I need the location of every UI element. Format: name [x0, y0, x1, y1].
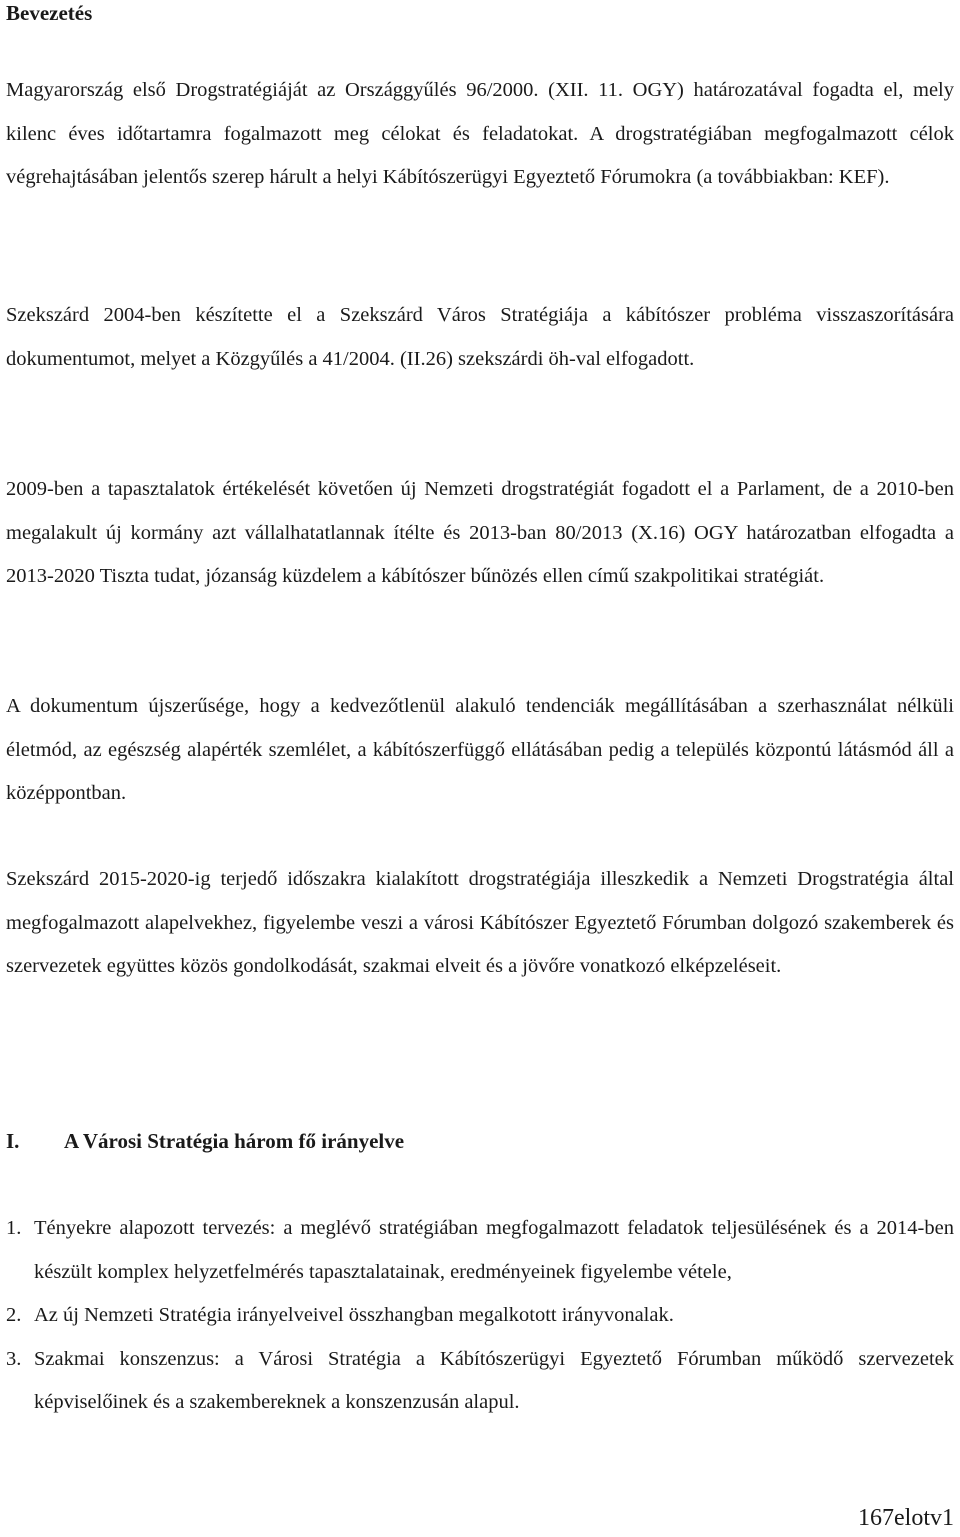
paragraph-first-drug-strategy: Magyarország első Drogstratégiáját az Országgyűlés 96/2000. (XII. 11. OGY) határozatával fogadta el, mely kilenc éves időtartamra fogalmazott meg célokat és feladatokat. A drogstratégiában megfogalmazott célok végrehajtásában jelentős szerep hárult a helyi Kábítószerügyi Egyeztető Fórumokra (a továbbiakban: KEF).: [6, 79, 954, 188]
section-heading: [6, 1126, 404, 1156]
page-number: 167elotv1: [858, 1505, 954, 1531]
list-item-number: 1.: [6, 1217, 22, 1239]
list-item: [6, 1207, 954, 1294]
paragraph-national-strategy-2013: 2009-ben a tapasztalatok értékelését követően új Nemzeti drogstratégiát fogadott el a Parlament, de a 2010-ben megalakult új kormány azt vállalhatatlannak ítélte és 2013-ban 80/2013 (X.16) OGY határozatban elfogadta a 2013-2020 Tiszta tudat, józanság küzdelem a kábítószer bűnözés ellen című szakpolitikai stratégiát.: [6, 478, 954, 587]
list-item-text: Az új Nemzeti Stratégia irányelveivel összhangban megalkotott irányvonalak.: [34, 1304, 674, 1326]
paragraph-szekszard-2015-2020: Szekszárd 2015-2020-ig terjedő időszakra kialakított drogstratégiája illeszkedik a Nemzeti Drogstratégia által megfogalmazott alapelvekhez, figyelembe veszi a városi Kábítószer Egyeztető Fórumban dolgozó szakemberek és szervezetek együttes közös gondolkodását, szakmai elveit és a jövőre vonatkozó elképzeléseit.: [6, 868, 954, 977]
section-title: A Városi Stratégia három fő irányelve: [64, 1129, 405, 1153]
principles-list: [6, 1207, 954, 1425]
list-item-text: Tényekre alapozott tervezés: a meglévő stratégiában megfogalmazott feladatok teljesülésének és a 2014-ben készült komplex helyzetfelmérés tapasztalatainak, eredményeinek figyelembe vétele,: [34, 1217, 954, 1283]
paragraph-document-novelty: A dokumentum újszerűsége, hogy a kedvezőtlenül alakuló tendenciák megállításában a szerhasználat nélküli életmód, az egészség alapérték szemlélet, a kábítószerfüggő ellátásában pedig a település központú látásmód áll a középpontban.: [6, 695, 954, 804]
list-item-text: Szakmai konszenzus: a Városi Stratégia a Kábítószerügyi Egyeztető Fórumban működő szervezetek képviselőinek és a szakembereknek a konszenzusán alapul.: [34, 1347, 954, 1413]
list-item: [6, 1338, 954, 1425]
section-number: I.: [6, 1129, 20, 1153]
page-heading: Bevezetés: [6, 1, 93, 25]
list-item-number: 2.: [6, 1304, 22, 1326]
list-item: [6, 1294, 954, 1338]
list-item-number: 3.: [6, 1347, 22, 1370]
paragraph-szekszard-2004: Szekszárd 2004-ben készítette el a Szekszárd Város Stratégiája a kábítószer probléma visszaszorítására dokumentumot, melyet a Közgyűlés a 41/2004. (II.26) szekszárdi öh-val elfogadott.: [6, 304, 954, 370]
